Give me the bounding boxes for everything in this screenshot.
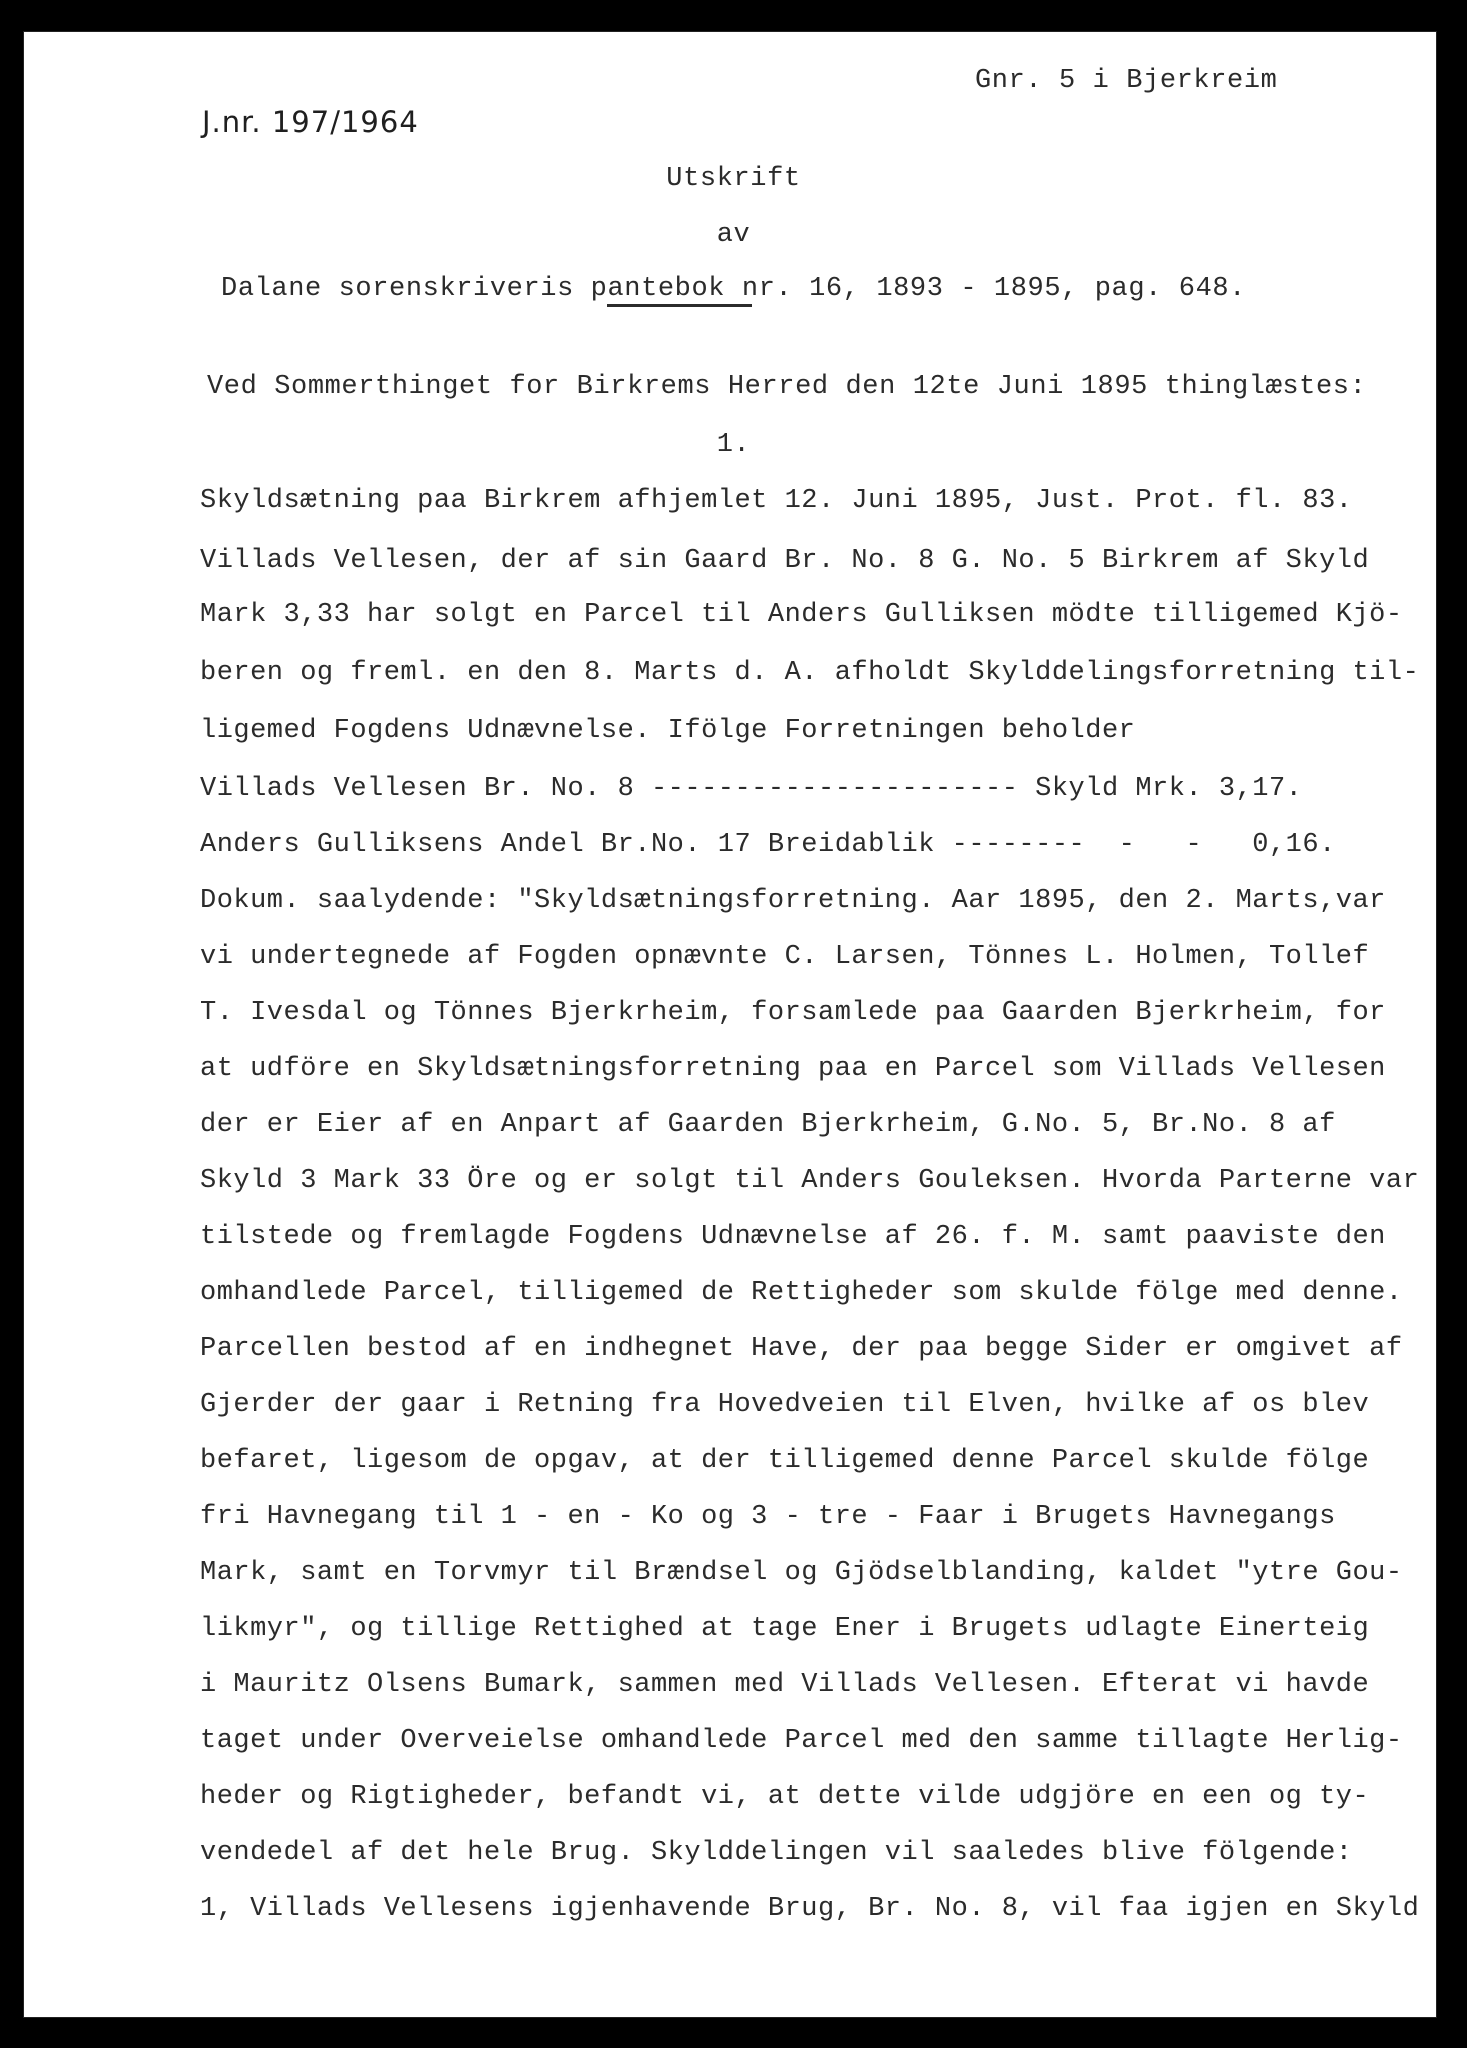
body-line: Skyld 3 Mark 33 Öre og er solgt til Anders Gouleksen. Hvorda Parterne var: [200, 1166, 1420, 1196]
body-line: Mark 3,33 har solgt en Parcel til Anders Gulliksen mödte tilligemed Kjö-: [200, 600, 1403, 630]
body-line: T. Ivesdal og Tönnes Bjerkrheim, forsamlede paa Gaarden Bjerkrheim, for: [200, 998, 1386, 1028]
body-line: beren og freml. en den 8. Marts d. A. afholdt Skylddelingsforretning til-: [200, 658, 1420, 688]
intro-line: Ved Sommerthinget for Birkrems Herred den 12te Juni 1895 thinglæstes:: [207, 372, 1367, 402]
body-line: Dokum. saalydende: "Skyldsætningsforretning. Aar 1895, den 2. Marts,var: [200, 886, 1386, 916]
body-line: heder og Rigtigheder, befandt vi, at dette vilde udgjöre en een og ty-: [200, 1782, 1370, 1812]
body-line: vendedel af det hele Brug. Skylddelingen vil saaledes blive fölgende:: [200, 1838, 1353, 1868]
body-line: Gjerder der gaar i Retning fra Hovedveien til Elven, hvilke af os blev: [200, 1390, 1370, 1420]
body-line: vi undertegnede af Fogden opnævnte C. Larsen, Tönnes L. Holmen, Tollef: [200, 942, 1370, 972]
body-line: at udföre en Skyldsætningsforretning paa en Parcel som Villads Vellesen: [200, 1054, 1386, 1084]
item-number: 1.: [716, 430, 751, 460]
body-line: der er Eier af en Anpart af Gaarden Bjerkrheim, G.No. 5, Br.No. 8 af: [200, 1110, 1336, 1140]
title-line-2: av: [716, 220, 751, 250]
title-line-1: Utskrift: [666, 164, 801, 194]
body-line: likmyr", og tillige Rettighed at tage Ener i Brugets udlagte Einerteig: [200, 1614, 1370, 1644]
body-line: Villads Vellesen Br. No. 8 ---------------------- Skyld Mrk. 3,17.: [200, 774, 1303, 804]
body-line: ligemed Fogdens Udnævnelse. Ifölge Forretningen beholder: [200, 716, 1136, 746]
body-line: i Mauritz Olsens Bumark, sammen med Villads Vellesen. Efterat vi havde: [200, 1670, 1370, 1700]
body-line: befaret, ligesom de opgav, at der tilligemed denne Parcel skulde fölge: [200, 1446, 1370, 1476]
body-line: 1, Villads Vellesens igjenhavende Brug, Br. No. 8, vil faa igjen en Skyld: [200, 1894, 1420, 1924]
body-line: Skyldsætning paa Birkrem afhjemlet 12. Juni 1895, Just. Prot. fl. 83.: [200, 486, 1353, 516]
body-line: fri Havnegang til 1 - en - Ko og 3 - tre - Faar i Brugets Havnegangs: [200, 1502, 1336, 1532]
body-line: tilstede og fremlagde Fogdens Udnævnelse af 26. f. M. samt paaviste den: [200, 1222, 1386, 1252]
journal-number: J.nr. 197/1964: [202, 105, 419, 139]
body-line: Parcellen bestod af en indhegnet Have, der paa begge Sider er omgivet af: [200, 1334, 1403, 1364]
body-line: omhandlede Parcel, tilligemed de Rettigheder som skulde fölge med denne.: [200, 1278, 1403, 1308]
body-line: Anders Gulliksens Andel Br.No. 17 Breidablik -------- - - 0,16.: [200, 830, 1336, 860]
body-line: Mark, samt en Torvmyr til Brændsel og Gjödselblanding, kaldet "ytre Gou-: [200, 1558, 1403, 1588]
title-line-3: Dalane sorenskriveris pantebok nr. 16, 1893 - 1895, pag. 648.: [221, 274, 1246, 304]
body-line: Villads Vellesen, der af sin Gaard Br. No. 8 G. No. 5 Birkrem af Skyld: [200, 546, 1370, 576]
body-line: taget under Overveielse omhandlede Parcel med den samme tillagte Herlig-: [200, 1726, 1403, 1756]
property-reference: Gnr. 5 i Bjerkreim: [975, 66, 1278, 96]
title-underline: [607, 304, 752, 307]
